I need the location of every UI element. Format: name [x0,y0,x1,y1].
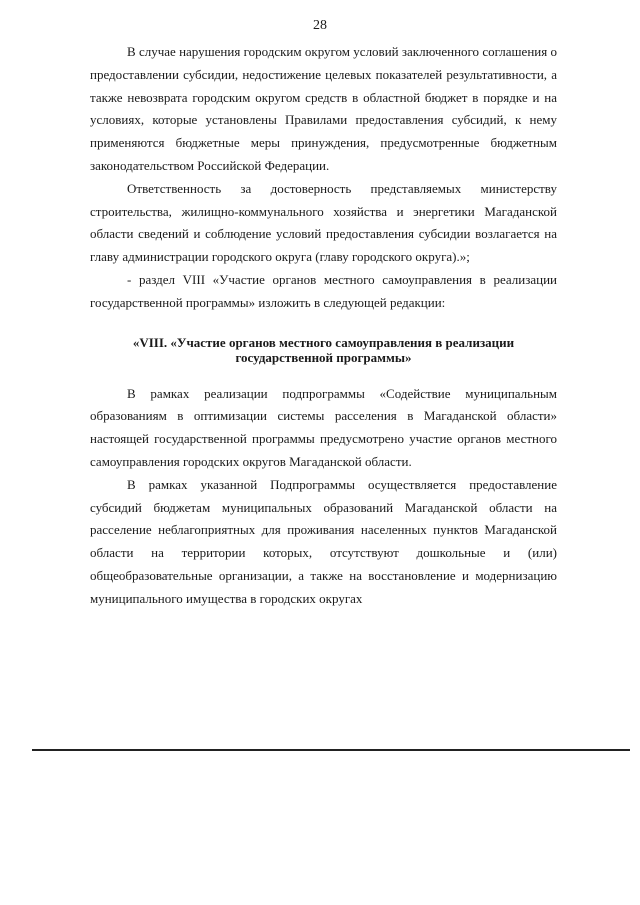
paragraph-responsibility: Ответственность за достоверность представляемых министерству строительства, жилищно-коммунального хозяйства и энергетики Магаданской области сведений и соблюдение условий предоставления субсидии возлагается на главу администрации городского округа (главу городского округа).»; [90,180,557,265]
paragraph-section-viii-amendment: - раздел VIII «Участие органов местного самоуправления в реализации государственной программы» изложить в следующей редакции: [90,271,557,310]
page-number: 28 [313,18,327,33]
section-title: «VIII. «Участие органов местного самоуправления в реализации государственной программы» [132,334,515,365]
paragraph-subprogram-participation: В рамках реализации подпрограммы «Содействие муниципальным образованиям в оптимизации системы расселения в Магаданской области» настоящей государственной программы предусмотрено участие органов местного самоуправления городских округов Магаданской области. [90,385,557,469]
paragraph-violation-consequences: В случае нарушения городским округом условий заключенного соглашения о предоставлении субсидии, недостижение целевых показателей результативности, а также невозврата городским округом средств в областной бюджет в порядке и на условиях, которые установлены Правилами предоставления субсидий, к нему применяются бюджетные меры принуждения, предусмотренные бюджетным законодательством Российской Федерации. [90,44,557,173]
footer-divider [32,749,630,751]
paragraph-subsidies: В рамках указанной Подпрограммы осуществляется предоставление субсидий бюджетам муниципальных образований Магаданской области на расселение неблагоприятных для проживания населенных пунктов Магаданской области на территории которых, отсутствуют дошкольные и (или) общеобразовательные организации, а также на восстановление и модернизацию муниципального имущества в городских округах [90,476,557,606]
document-body [90,41,557,611]
